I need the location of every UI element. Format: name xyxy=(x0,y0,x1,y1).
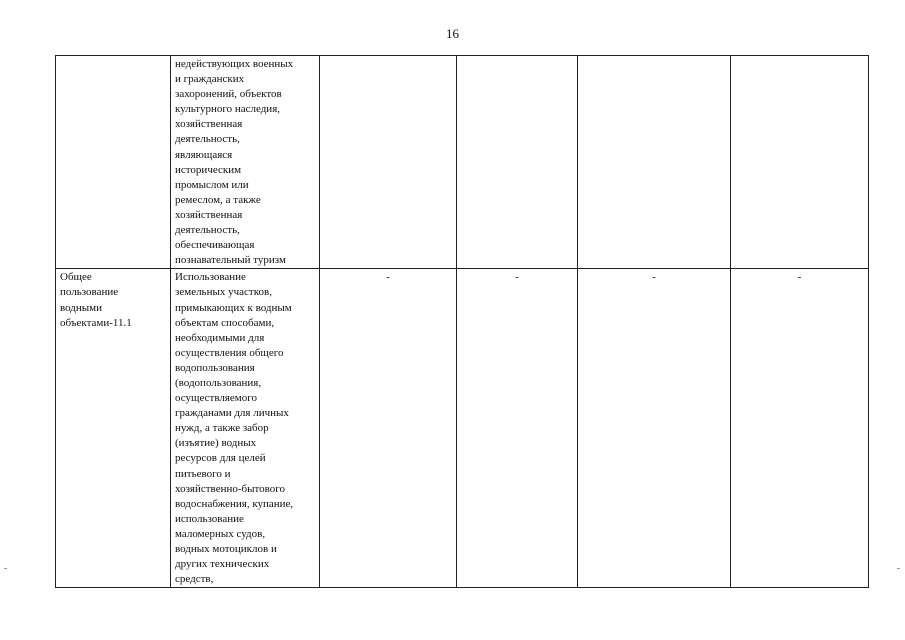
value-cell: - xyxy=(578,269,731,588)
text-line: объектам способами, xyxy=(175,316,275,329)
scan-edge-mark xyxy=(897,568,900,569)
text-line: хозяйственная xyxy=(175,118,243,131)
text-line: осуществления общего xyxy=(175,346,284,359)
value-cell xyxy=(731,56,869,269)
text-line: ресурсов для целей xyxy=(175,452,266,465)
text-line: Общее xyxy=(60,271,92,284)
text-line: питьевого и xyxy=(175,467,231,480)
text-line: водными xyxy=(60,301,103,314)
text-line: ремеслом, а также xyxy=(175,193,261,206)
description-cell xyxy=(171,56,320,269)
text-line: культурного наследия, xyxy=(175,103,280,116)
text-line: водных мотоциклов и xyxy=(175,543,277,555)
text-line: пользование xyxy=(60,286,119,299)
text-line: обеспечивающая xyxy=(175,239,255,252)
text-line: осуществляемого xyxy=(175,392,258,405)
text-line: недействующих военных xyxy=(175,58,294,70)
use-type-cell xyxy=(56,56,171,269)
value-cell: - xyxy=(731,269,869,588)
value-cell: - xyxy=(320,269,457,588)
table-row xyxy=(56,269,869,588)
text-line: объектами-11.1 xyxy=(60,316,132,329)
text-line: средств, xyxy=(175,573,214,586)
text-line: являющаяся xyxy=(175,148,233,161)
text-line: гражданами для личных xyxy=(175,407,289,420)
value-cell xyxy=(320,56,457,269)
text-line: хозяйственно-бытового xyxy=(175,482,286,495)
text-line: Использование xyxy=(175,271,246,284)
text-line: и гражданских xyxy=(175,73,245,86)
value-cell: - xyxy=(457,269,578,588)
text-line: других технических xyxy=(175,558,270,571)
text-line: деятельность, xyxy=(175,224,240,237)
text-line: (водопользования, xyxy=(175,376,262,389)
table-row xyxy=(56,56,869,269)
value-cell xyxy=(578,56,731,269)
text-line: (изъятие) водных xyxy=(175,437,257,450)
text-line: необходимыми для xyxy=(175,331,265,344)
text-line: земельных участков, xyxy=(175,286,272,299)
text-line: примыкающих к водным xyxy=(175,301,292,314)
text-line: промыслом или xyxy=(175,178,249,191)
text-line: познавательный туризм xyxy=(175,254,286,267)
text-line: водоснабжения, купание, xyxy=(175,497,294,510)
text-line: маломерных судов, xyxy=(175,527,266,540)
use-type-cell xyxy=(56,269,171,588)
text-line: нужд, а также забор xyxy=(175,422,269,435)
land-use-table xyxy=(55,55,869,588)
text-line: хозяйственная xyxy=(175,208,243,221)
text-line: водопользования xyxy=(175,361,255,374)
text-line: использование xyxy=(175,512,244,525)
text-line: деятельность, xyxy=(175,133,240,146)
text-line: захоронений, объектов xyxy=(175,88,282,101)
scan-edge-mark xyxy=(4,568,7,569)
page-number: 16 xyxy=(446,26,459,41)
description-cell xyxy=(171,269,320,588)
text-line: историческим xyxy=(175,163,242,176)
value-cell xyxy=(457,56,578,269)
